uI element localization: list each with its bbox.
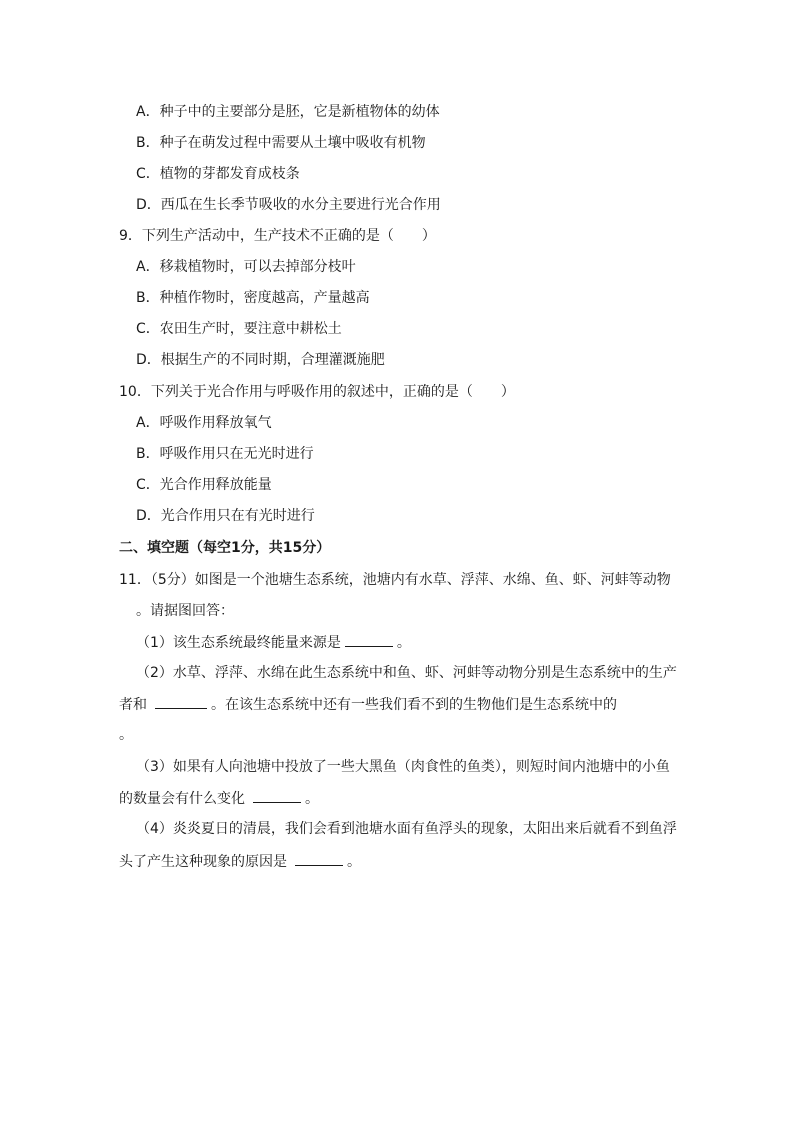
q11-sub4-text: 头了产生这种现象的原因是 bbox=[119, 854, 287, 870]
q8-option-c: C．植物的芽都发育成枝条 bbox=[136, 166, 300, 182]
q9-option-a: A．移栽植物时，可以去掉部分枝叶 bbox=[136, 259, 356, 275]
q9-option-b: B．种植作物时，密度越高，产量越高 bbox=[136, 290, 370, 306]
q11-stem-line1: 11．（5分）如图是一个池塘生态系统，池塘内有水草、浮萍、水绵、鱼、虾、河蚌等动物 bbox=[119, 572, 671, 588]
q10-stem-text: 10．下列关于光合作用与呼吸作用的叙述中，正确的是（ bbox=[119, 384, 473, 400]
q10-option-c: C．光合作用释放能量 bbox=[136, 477, 272, 493]
q11-sub2-blank-1[interactable] bbox=[155, 694, 207, 709]
q11-sub4-line1: （4）炎炎夏日的清晨，我们会看到池塘水面有鱼浮头的现象，太阳出来后就看不到鱼浮 bbox=[136, 821, 677, 837]
q11-sub2-text-a: 者和 bbox=[119, 697, 147, 713]
q9-stem bbox=[119, 226, 436, 246]
q11-sub3-line2 bbox=[119, 788, 319, 809]
q8-option-b: B．种子在萌发过程中需要从土壤中吸收有机物 bbox=[136, 135, 426, 151]
q9-stem-text: 9．下列生产活动中，生产技术不正确的是（ bbox=[119, 228, 394, 244]
q11-sub1-blank[interactable] bbox=[345, 632, 393, 647]
q10-stem bbox=[119, 382, 515, 402]
q11-stem-line2: 。请据图回答： bbox=[136, 603, 234, 619]
q11-sub4-line2 bbox=[119, 851, 361, 872]
q11-sub2-line1: （2）水草、浮萍、水绵在此生态系统中和鱼、虾、河蚌等动物分别是生态系统中的生产 bbox=[136, 665, 677, 681]
q11-sub2-text-b: 。在该生态系统中还有一些我们看不到的生物他们是生态系统中的 bbox=[211, 697, 617, 713]
q10-stem-end: ） bbox=[500, 384, 515, 400]
q11-sub1-end: 。 bbox=[396, 635, 411, 651]
q9-stem-end: ） bbox=[421, 228, 436, 244]
q11-sub4-end: 。 bbox=[347, 854, 361, 870]
q8-option-d: D．西瓜在生长季节吸收的水分主要进行光合作用 bbox=[136, 197, 441, 213]
q11-sub3-line1: （3）如果有人向池塘中投放了一些大黑鱼（肉食性的鱼类），则短时间内池塘中的小鱼 bbox=[136, 759, 670, 775]
q9-option-d: D．根据生产的不同时期，合理灌溉施肥 bbox=[136, 352, 385, 368]
q10-option-b: B．呼吸作用只在无光时进行 bbox=[136, 446, 314, 462]
q10-option-d: D．光合作用只在有光时进行 bbox=[136, 508, 315, 524]
q11-sub1 bbox=[136, 632, 411, 653]
q11-sub3-text: 的数量会有什么变化 bbox=[119, 791, 245, 807]
q11-sub1-text: （1）该生态系统最终能量来源是 bbox=[136, 635, 341, 651]
q10-option-a: A．呼吸作用释放氧气 bbox=[136, 415, 272, 431]
q9-option-c: C．农田生产时，要注意中耕松土 bbox=[136, 321, 342, 337]
q11-sub2-line2 bbox=[119, 694, 617, 715]
q11-sub2-line3: 。 bbox=[119, 727, 133, 743]
q11-sub3-end: 。 bbox=[305, 791, 319, 807]
q11-sub3-blank[interactable] bbox=[253, 788, 301, 803]
section-heading: 二、填空题（每空1分，共15分） bbox=[119, 540, 331, 556]
q11-sub4-blank[interactable] bbox=[295, 851, 343, 866]
q8-option-a: A．种子中的主要部分是胚，它是新植物体的幼体 bbox=[136, 104, 440, 120]
